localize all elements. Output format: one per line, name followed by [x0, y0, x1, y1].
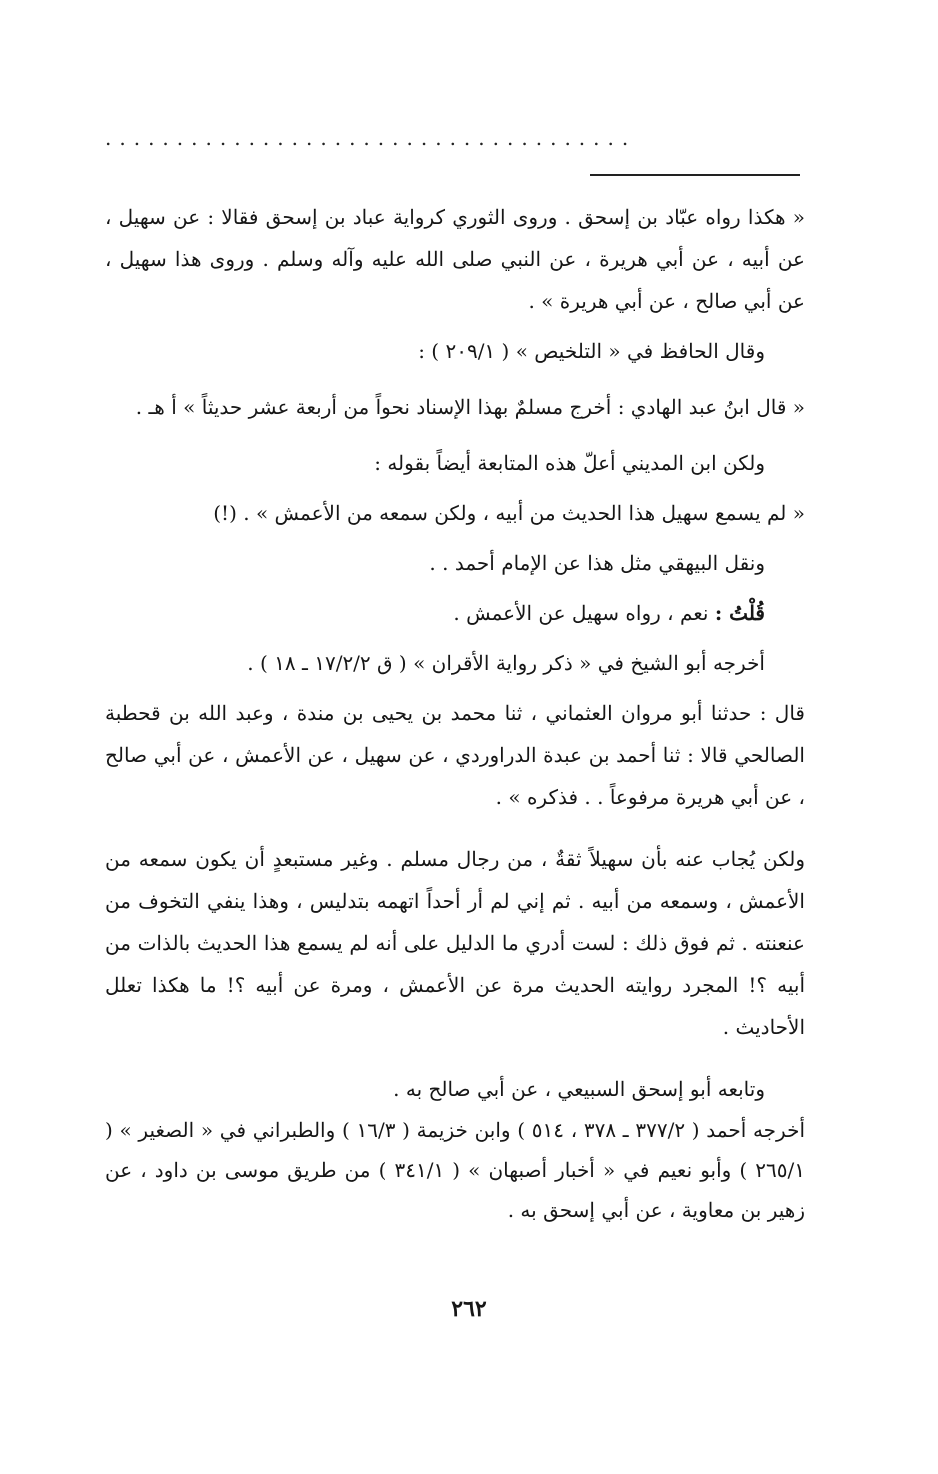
qultu-text: نعم ، رواه سهيل عن الأعمش .: [453, 601, 709, 625]
paragraph-hafiz: وقال الحافظ في « التلخيص » ( ٢٠٩/١ ) :: [418, 339, 765, 363]
paragraph-abu-shaykh: أخرجه أبو الشيخ في « ذكر رواية الأقران » ( ق ١٧/٢/٢ ـ ١٨ ) .: [247, 651, 765, 675]
paragraph-isnad: قال : حدثنا أبو مروان العثماني ، ثنا محمد بن يحيى بن مندة ، وعبد الله بن قحطبة الصالحي قالا : ثنا أحمد بن عبدة الدراوردي ، عن سهيل ، عن الأعمش ، عن أبي صالح ، عن أبي هريرة مرفوعاً . . فذكره » .: [105, 701, 805, 809]
paragraph-response: ولكن يُجاب عنه بأن سهيلاً ثقةٌ ، من رجال مسلم . وغير مستبعدٍ أن يكون سمعه من الأعمش ، وسمعه من أبيه . ثم إني لم أر أحداً اتهمه بتدليس ، وهذا ينفي التخوف من عنعنته . ثم فوق ذلك : لست أدري ما الدليل على أنه لم يسمع هذا الحديث بالذات من أبيه ؟! المجرد روايته الحديث مرة عن الأعمش ، ومرة عن أبيه ؟! ما هكذا تعلل الأحاديث .: [105, 847, 805, 1039]
paragraph-ibn-madini: ولكن ابن المديني أعلّ هذه المتابعة أيضاً بقوله :: [374, 451, 765, 475]
paragraph-takhrij: أخرجه أحمد ( ٣٧٧/٢ ـ ٣٧٨ ، ٥١٤ ) وابن خزيمة ( ١٦/٣ ) والطبراني في « الصغير » ( ٢٦٥/١ ) وأبو نعيم في « أخبار أصبهان » ( ٣٤١/١ ) من طريق موسى بن داود ، عن زهير بن معاوية ، عن أبي إسحق به .: [105, 1118, 806, 1222]
page-number: ٢٦٢: [451, 1296, 487, 1322]
quote-paragraph-ibn-madini: « لم يسمع سهيل هذا الحديث من أبيه ، ولكن سمعه من الأعمش » . (!): [213, 501, 805, 525]
quote-paragraph-ibn-abdulhadi: « قال ابنُ عبد الهادي : أخرج مسلمٌ بهذا الإسناد نحواً من أربعة عشر حديثاً » أ هـ .: [135, 395, 805, 419]
paragraph-bayhaqi: ونقل البيهقي مثل هذا عن الإمام أحمد . .: [429, 551, 765, 575]
paragraph-mutaba: وتابعه أبو إسحق السبيعي ، عن أبي صالح به .: [393, 1077, 765, 1101]
paragraph-qultu: [105, 592, 805, 634]
quote-paragraph-1: « هكذا رواه عبّاد بن إسحق . وروى الثوري كرواية عباد بن إسحق فقالا : عن سهيل ، عن أبيه ، عن أبي هريرة ، عن النبي صلى الله عليه وآله وسلم . وروى هذا سهيل ، عن أبي صالح ، عن أبي هريرة » .: [105, 205, 806, 313]
dotted-separator: .....................................: [105, 128, 637, 148]
page-body: [105, 196, 805, 1230]
qultu-label: قُلْتُ :: [714, 601, 765, 625]
footnote-rule: [590, 174, 800, 176]
